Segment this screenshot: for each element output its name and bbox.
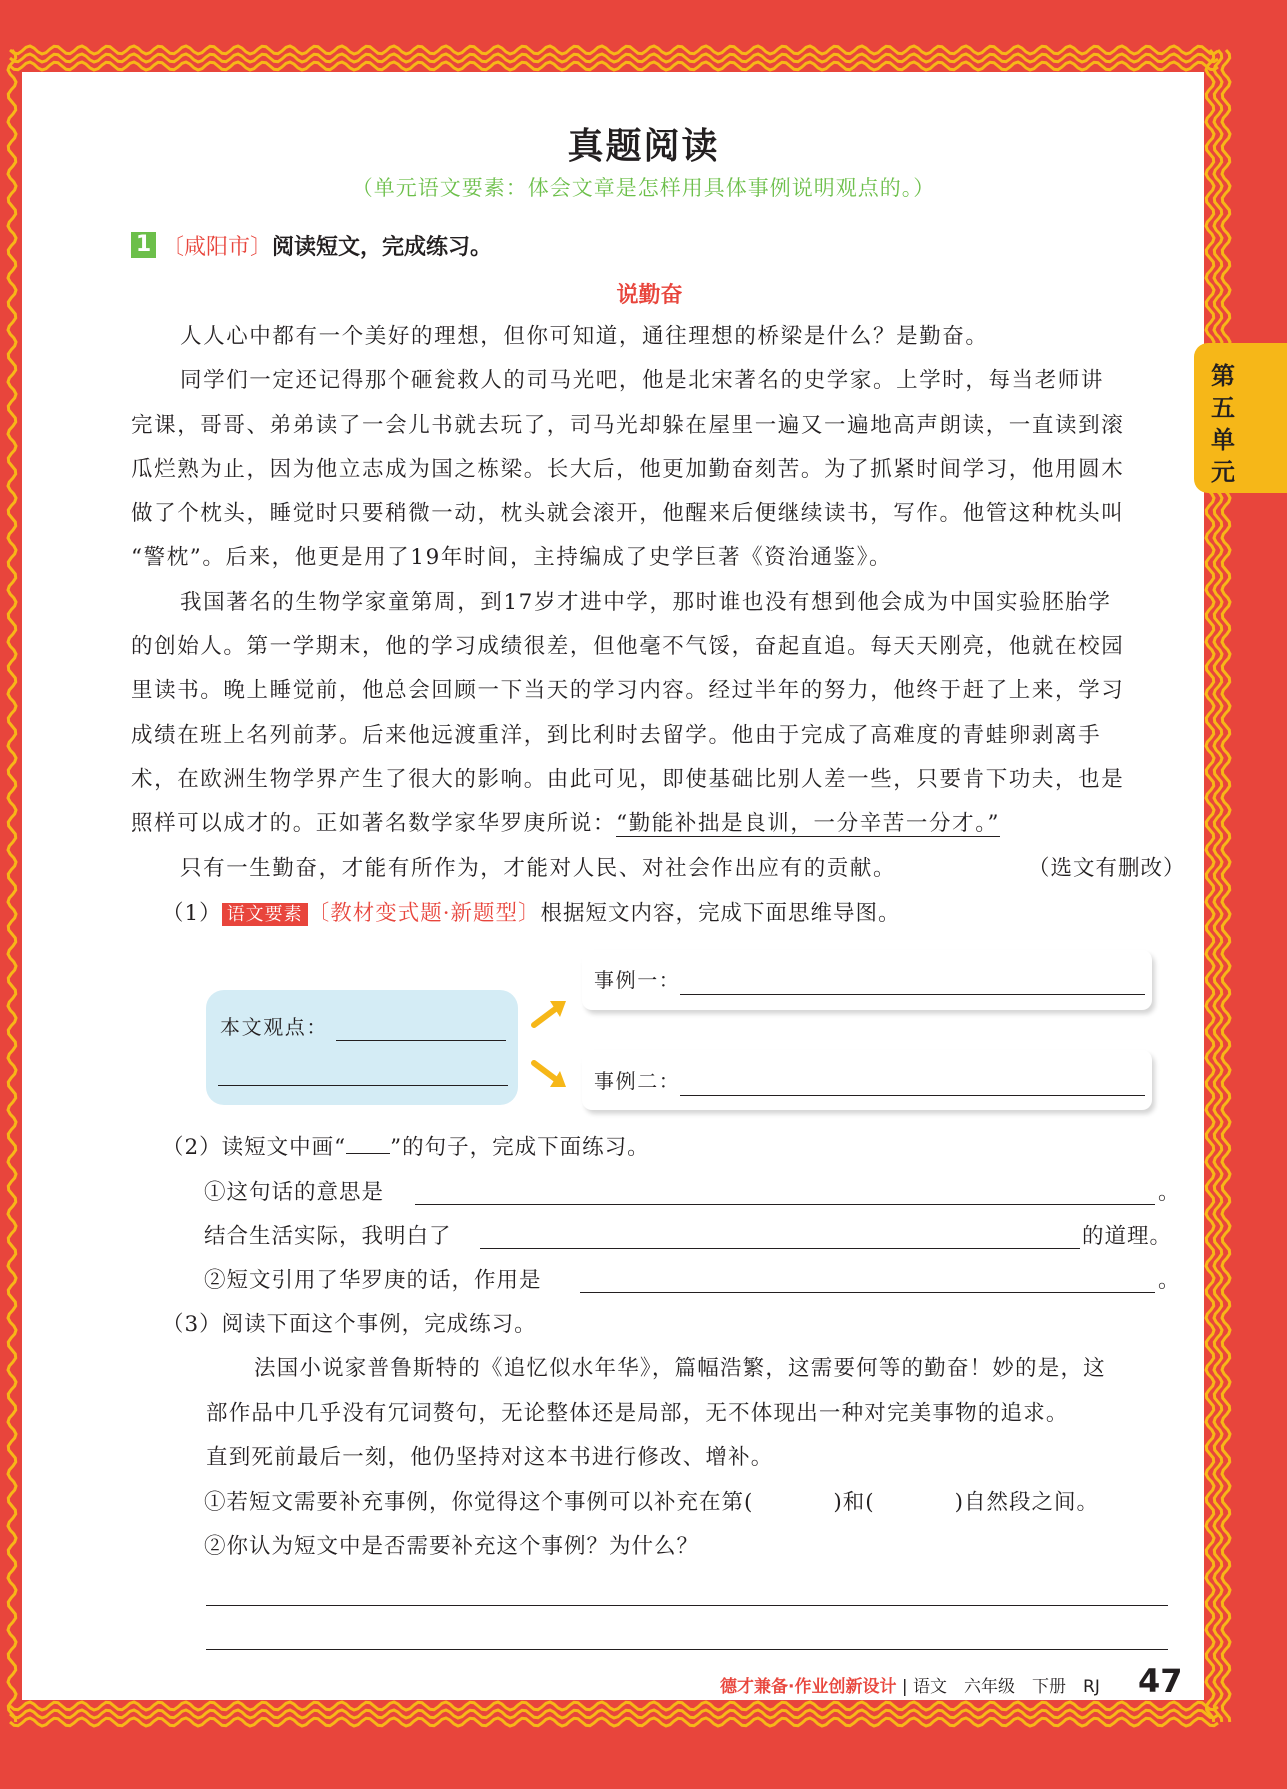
q3-answer-line-1[interactable] [206, 1605, 1168, 1606]
passage-line: 我国著名的生物学家童第周，到17岁才进中学，那时谁也没有想到他会成为中国实验胚胎学 [180, 590, 1112, 615]
wavy-border-line [10, 1702, 1218, 1710]
passage-line: 只有一生勤奋，才能有所作为，才能对人民、对社会作出应有的贡献。 [180, 856, 897, 881]
question-instruction: 阅读短文，完成练习。 [272, 235, 493, 260]
passage-line: 瓜烂熟为止，因为他立志成为国之栋梁。长大后，他更加勤奋刻苦。为了抓紧时间学习，他用圆木 [131, 457, 1125, 482]
q2-b-end: 。 [1158, 1268, 1182, 1293]
wavy-border-line [10, 46, 1218, 54]
underline-sample [346, 1139, 390, 1154]
q2-a2-label: 结合生活实际，我明白了 [204, 1224, 452, 1249]
view-answer-line-2[interactable] [218, 1085, 508, 1086]
view-label: 本文观点： [220, 1015, 328, 1039]
q3-s1 [204, 1488, 1099, 1518]
q2-a2-end: 的道理。 [1082, 1224, 1173, 1249]
case2-label: 事例二： [594, 1069, 681, 1093]
passage-line: 完课，哥哥、弟弟读了一会儿书就去玩了，司马光却躲在屋里一遍又一遍地高声朗读，一直读到滚 [131, 413, 1125, 438]
q3-s1-a: ①若短文需要补充事例，你觉得这个事例可以补充在第( [204, 1490, 754, 1515]
page-title: 真题阅读 [567, 126, 720, 167]
q3-head: （3）阅读下面这个事例，完成练习。 [162, 1312, 537, 1337]
q3-s1-b: )和( [833, 1490, 875, 1515]
case2-answer-line[interactable] [680, 1095, 1145, 1096]
q1-tag: 语文要素 [222, 903, 308, 926]
passage-line: 做了个枕头，睡觉时只要稍微一动，枕头就会滚开，他醒来后便继续读书，写作。他管这种枕头叫 [131, 501, 1125, 526]
q1-text: 根据短文内容，完成下面思维导图。 [540, 901, 901, 926]
q2-head [162, 1133, 650, 1163]
source-note: （选文有删改） [1028, 856, 1186, 881]
passage-line: 的创始人。第一学期末，他的学习成绩很差，但他毫不气馁，奋起直追。每天天刚亮，他就在校园 [131, 634, 1125, 659]
q2-b-answer-line[interactable] [580, 1292, 1155, 1293]
footer [720, 1672, 1100, 1697]
passage-line: 里读书。晚上睡觉前，他总会回顾一下当天的学习内容。经过半年的努力，他终于赶了上来，学习 [131, 678, 1125, 703]
q2-a1-answer-line[interactable] [415, 1204, 1155, 1205]
passage-line: 人人心中都有一个美好的理想，但你可知道，通往理想的桥梁是什么？是勤奋。 [180, 324, 989, 349]
passage-title: 说勤奋 [616, 283, 683, 308]
arrow-down-right-icon [534, 1063, 566, 1087]
q3-s1-c: )自然段之间。 [954, 1490, 1100, 1515]
q3-answer-line-2[interactable] [206, 1649, 1168, 1650]
passage-line: 术，在欧洲生物学界产生了很大的影响。由此可见，即使基础比别人差一些，只要肯下功夫，也是 [131, 767, 1125, 792]
footer-info: 语文 六年级 下册 RJ [913, 1677, 1100, 1697]
q2-a1-end: 。 [1158, 1180, 1182, 1205]
q2-a1-label: ①这句话的意思是 [204, 1180, 385, 1205]
passage-line: “警枕”。后来，他更是用了19年时间，主持编成了史学巨著《资治通鉴》。 [131, 545, 893, 570]
q3-case-line: 直到死前最后一刻，他仍坚持对这本书进行修改、增补。 [206, 1445, 774, 1470]
arrow-icons [528, 995, 574, 1093]
passage-line: 同学们一定还记得那个砸瓮救人的司马光吧，他是北宋著名的史学家。上学时，每当老师讲 [180, 368, 1105, 393]
question-number: 1 [131, 232, 156, 258]
page-number: 47 [1138, 1662, 1183, 1700]
q1-head [162, 899, 901, 930]
q2-suffix: ”的句子，完成下面练习。 [390, 1135, 650, 1160]
case1-label: 事例一： [594, 968, 681, 992]
q3-s2: ②你认为短文中是否需要补充这个事例？为什么？ [204, 1534, 700, 1559]
arrow-up-right-icon [534, 1001, 566, 1025]
q3-case-line: 部作品中几乎没有冗词赘句，无论整体还是局部，无不体现出一种对完美事物的追求。 [206, 1401, 1069, 1426]
question-source: 〔咸阳市〕 [162, 235, 273, 260]
underlined-quote: “勤能补拙是良训，一分辛苦一分才。” [616, 811, 1001, 836]
q3-case-line: 法国小说家普鲁斯特的《追忆似水年华》，篇幅浩繁，这需要何等的勤奋！妙的是，这 [254, 1356, 1106, 1381]
passage-line: 成绩在班上名列前茅。后来他远渡重洋，到比利时去留学。他由于完成了高难度的青蛙卵剥离手 [131, 723, 1102, 748]
page-subtitle: （单元语文要素：体会文章是怎样用具体事例说明观点的。） [351, 176, 936, 200]
case1-answer-line[interactable] [680, 994, 1145, 995]
passage-line-text: 照样可以成才的。正如著名数学家华罗庚所说： [131, 811, 617, 836]
view-box [206, 990, 518, 1105]
q2-b-label: ②短文引用了华罗庚的话，作用是 [204, 1268, 542, 1293]
q2-prefix: （2）读短文中画“ [162, 1135, 347, 1160]
q1-number: （1） [162, 901, 222, 926]
q1-type: 〔教材变式题·新题型〕 [307, 901, 541, 926]
unit-tab-label: 第五单元 [1211, 362, 1235, 486]
footer-sep: | [901, 1677, 908, 1697]
question-head [162, 230, 492, 261]
view-answer-line-1[interactable] [336, 1040, 506, 1041]
passage-line [131, 809, 1000, 839]
footer-series: 德才兼备·作业创新设计 [720, 1677, 897, 1697]
q2-a2-answer-line[interactable] [480, 1248, 1080, 1249]
